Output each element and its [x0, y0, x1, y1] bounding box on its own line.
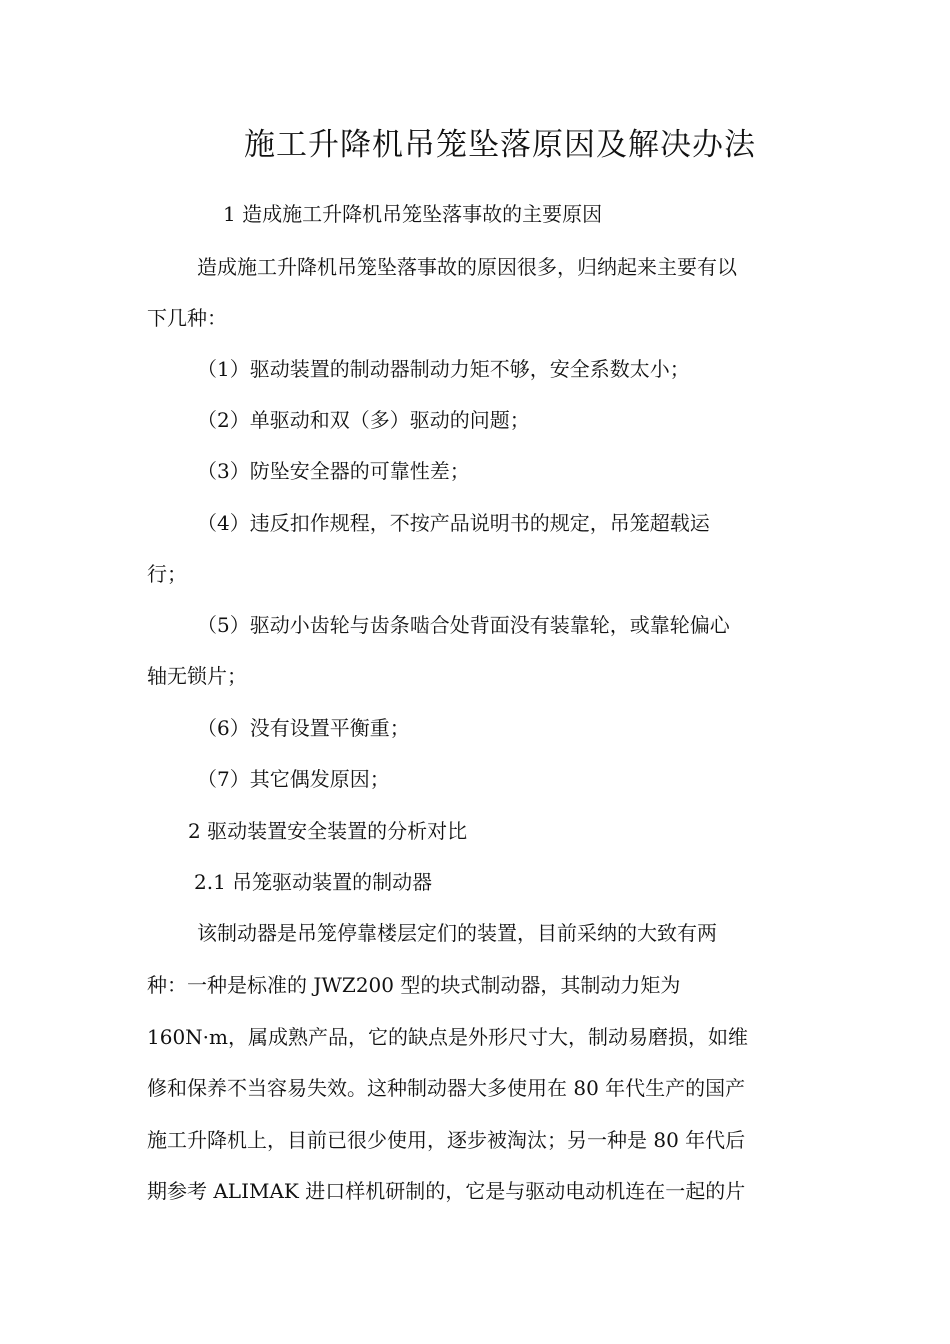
list-item-continuation: 行；: [147, 562, 187, 586]
paragraph-line: 修和保养不当容易失效。这种制动器大多使用在 80 年代生产的国产: [147, 1076, 746, 1100]
list-item-continuation: 轴无锁片；: [147, 664, 247, 688]
list-item: （5）驱动小齿轮与齿条啮合处背面没有装靠轮，或靠轮偏心: [197, 613, 730, 637]
paragraph-line: 该制动器是吊笼停靠楼层定们的装置，目前采纳的大致有两: [197, 921, 717, 945]
list-item: （3）防坠安全器的可靠性差；: [197, 459, 470, 483]
subsection-heading: 2.1 吊笼驱动装置的制动器: [194, 870, 433, 894]
list-item: （2）单驱动和双（多）驱动的问题；: [197, 408, 530, 432]
document-title: 施工升降机吊笼坠落原因及解决办法: [244, 127, 756, 163]
section-heading-1: 1 造成施工升降机吊笼坠落事故的主要原因: [223, 202, 603, 226]
paragraph-line: 下几种：: [147, 306, 227, 330]
paragraph-line: 造成施工升降机吊笼坠落事故的原因很多，归纳起来主要有以: [197, 255, 737, 279]
paragraph-line: 施工升降机上，目前已很少使用，逐步被淘汰；另一种是 80 年代后: [147, 1128, 746, 1152]
section-heading-2: 2 驱动装置安全装置的分析对比: [188, 819, 468, 843]
paragraph-line: 种：一种是标准的 JWZ200 型的块式制动器，其制动力矩为: [147, 973, 681, 997]
list-item: （6）没有设置平衡重；: [197, 716, 410, 740]
paragraph-line: 期参考 ALIMAK 进口样机研制的，它是与驱动电动机连在一起的片: [147, 1179, 746, 1203]
list-item: （7）其它偶发原因；: [197, 767, 390, 791]
list-item: （4）违反扣作规程，不按产品说明书的规定，吊笼超载运: [197, 511, 710, 535]
list-item: （1）驱动装置的制动器制动力矩不够，安全系数太小；: [197, 357, 690, 381]
paragraph-line: 160N·m，属成熟产品，它的缺点是外形尺寸大，制动易磨损，如维: [147, 1025, 748, 1049]
